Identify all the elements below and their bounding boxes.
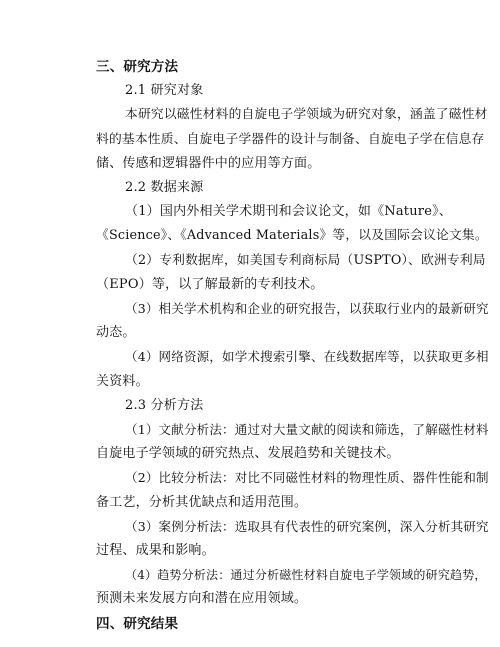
list-item-line: （4）网络资源，如学术搜索引擎、在线数据库等，以获取更多相 [125,349,489,365]
list-item-line: （2）专利数据库，如美国专利商标局（USPTO）、欧洲专利局 [125,252,486,268]
list-item-line: 预测未来发展方向和潜在应用领域。 [96,591,308,607]
list-item-line: （4）趋势分析法：通过分析磁性材料自旋电子学领域的研究趋势， [125,568,487,583]
section-heading-results: 四、研究结果 [96,615,179,632]
list-item-line: 《Science》、《Advanced Materials》等，以及国际会议论文集。 [96,228,488,244]
subsection-heading-analysis-methods: 2.3 分析方法 [125,397,204,413]
list-item-line: 动态。 [96,325,136,341]
list-item-line: （2）比较分析法：对比不同磁性材料的物理性质、器件性能和制 [125,470,489,486]
subsection-heading-research-object: 2.1 研究对象 [125,83,204,99]
list-item-line: （1）文献分析法：通过对大量文献的阅读和筛选，了解磁性材料 [125,422,489,437]
section-heading-methods: 三、研究方法 [96,59,179,75]
list-item-line: （3）案例分析法：选取具有代表性的研究案例，深入分析其研究 [125,518,489,534]
list-item-line: 关资料。 [96,373,149,389]
paragraph-line: 储、传感和逻辑器件中的应用等方面。 [96,155,321,171]
list-item-line: 过程、成果和影响。 [96,543,215,558]
paragraph-line: 本研究以磁性材料的自旋电子学领域为研究对象，涵盖了磁性材 [125,107,488,123]
list-item-line: （1）国内外相关学术期刊和会议论文，如《Nature》、 [125,204,453,220]
subsection-heading-data-sources: 2.2 数据来源 [125,180,204,195]
list-item-line: 备工艺，分析其优缺点和适用范围。 [96,494,308,510]
list-item-line: 自旋电子学领域的研究热点、发展趋势和关键技术。 [96,446,400,462]
paragraph-line: 料的基本性质、自旋电子学器件的设计与制备、自旋电子学在信息存 [96,131,485,147]
list-item-line: （3）相关学术机构和企业的研究报告，以获取行业内的最新研究 [125,301,489,316]
list-item-line: （EPO）等，以了解最新的专利技术。 [96,276,324,292]
